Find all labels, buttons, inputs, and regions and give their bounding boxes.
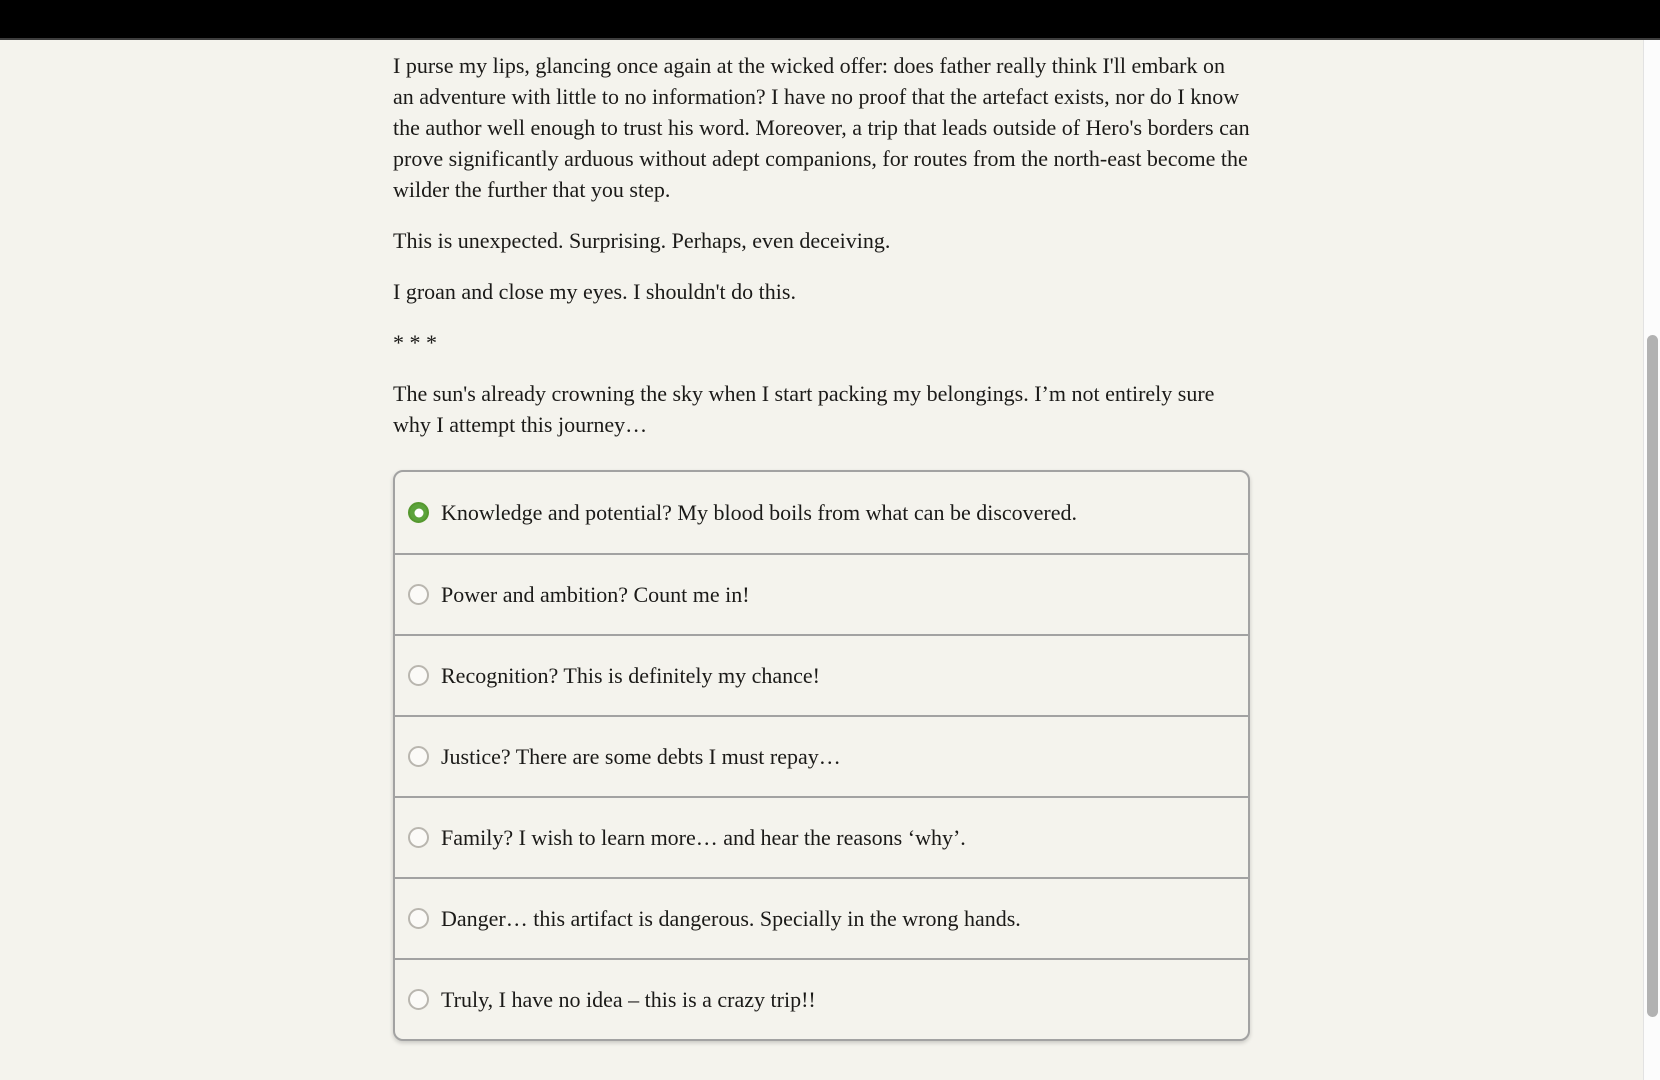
story-paragraph: * * * <box>393 330 437 355</box>
radio-unselected-icon[interactable] <box>408 665 429 686</box>
choice-option[interactable] <box>395 877 1248 958</box>
story-paragraph: I purse my lips, glancing once again at the wicked offer: does father really think I'll embark on an adventure with little to no information? I have no proof that the artefact exists, nor do I know the author well enough to trust his word. Moreover, a trip that leads outside of Hero's borders can prove significantly arduous without adept companions, for routes from the north-east become the wilder the further that you step. <box>393 53 1250 202</box>
choice-label: Truly, I have no idea – this is a crazy trip!! <box>441 987 816 1012</box>
choice-label: Recognition? This is definitely my chance! <box>441 663 820 688</box>
choice-list <box>393 470 1250 1041</box>
radio-unselected-icon[interactable] <box>408 746 429 767</box>
story-paragraph: This is unexpected. Surprising. Perhaps, even deceiving. <box>393 228 891 253</box>
choice-option[interactable] <box>395 958 1248 1039</box>
choice-option[interactable] <box>395 472 1248 553</box>
scrollbar-track[interactable] <box>1643 40 1660 1080</box>
radio-unselected-icon[interactable] <box>408 908 429 929</box>
story-content <box>393 40 1250 1041</box>
radio-unselected-icon[interactable] <box>408 989 429 1010</box>
radio-unselected-icon[interactable] <box>408 827 429 848</box>
choice-label: Knowledge and potential? My blood boils from what can be discovered. <box>441 500 1078 525</box>
story-text <box>393 50 1250 440</box>
radio-dot <box>414 508 423 517</box>
choice-label: Power and ambition? Count me in! <box>441 582 750 607</box>
choice-label: Danger… this artifact is dangerous. Specially in the wrong hands. <box>441 906 1021 931</box>
choice-label: Justice? There are some debts I must repay… <box>441 744 841 769</box>
choice-option[interactable] <box>395 634 1248 715</box>
choice-option[interactable] <box>395 796 1248 877</box>
scrollbar-thumb[interactable] <box>1647 335 1658 1017</box>
choice-label: Family? I wish to learn more… and hear the reasons ‘why’. <box>441 825 966 850</box>
choice-form <box>393 470 1250 1041</box>
radio-selected-icon[interactable] <box>408 502 429 523</box>
radio-unselected-icon[interactable] <box>408 584 429 605</box>
top-bar <box>0 0 1660 40</box>
story-paragraph: The sun's already crowning the sky when I start packing my belongings. I’m not entirely sure why I attempt this journey… <box>393 381 1215 437</box>
choice-option[interactable] <box>395 553 1248 634</box>
story-paragraph: I groan and close my eyes. I shouldn't do this. <box>393 279 796 304</box>
choice-option[interactable] <box>395 715 1248 796</box>
